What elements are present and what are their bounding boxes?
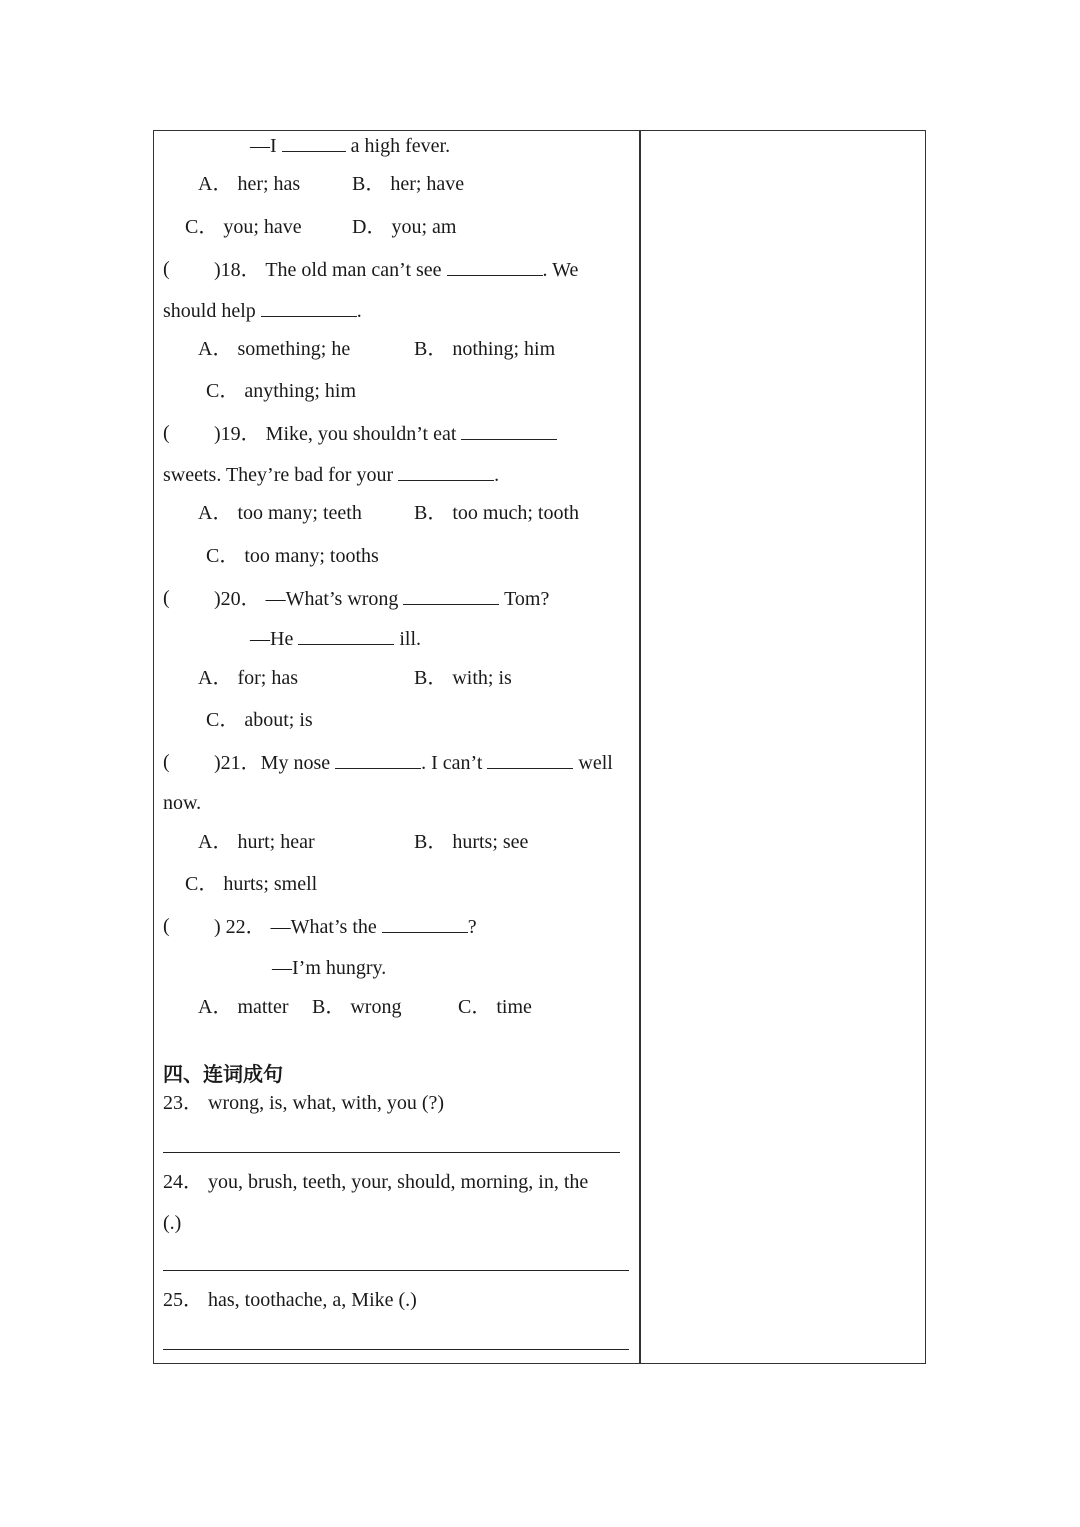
q21-option-c[interactable]: C． hurts; smell xyxy=(185,873,318,895)
q25-answer-line[interactable] xyxy=(163,1349,629,1350)
q20-option-c[interactable]: C． about; is xyxy=(206,709,313,731)
q18-option-a[interactable]: A． something; he xyxy=(198,338,351,360)
q20-option-b[interactable]: B． with; is xyxy=(414,667,512,689)
q22-stem-1: —What’s the xyxy=(270,916,377,938)
q18-answer-paren[interactable]: ( xyxy=(163,258,170,280)
q21-stem-2: . I can’t xyxy=(421,752,483,774)
q20-stem xyxy=(214,586,549,611)
q24-answer-line[interactable] xyxy=(163,1270,629,1271)
q23-answer-line[interactable] xyxy=(163,1152,620,1153)
q19-option-b[interactable]: B． too much; tooth xyxy=(414,502,579,524)
q22-answer-paren[interactable]: ( xyxy=(163,915,170,937)
q19-stem-line2 xyxy=(163,462,499,487)
q17-option-d[interactable]: D． you; am xyxy=(352,216,457,238)
q18-stem-line2 xyxy=(163,298,362,323)
q25-prompt: 25． has, toothache, a, Mike (.) xyxy=(163,1289,417,1311)
q21-option-a[interactable]: A． hurt; hear xyxy=(198,831,315,853)
q21-stem-1: My nose xyxy=(260,752,331,774)
q20-stem-1: —What’s wrong xyxy=(265,588,399,610)
q22-option-a[interactable]: A． matter xyxy=(198,996,289,1018)
q19-number: )19． xyxy=(214,423,261,445)
q17-reply-pre: —I xyxy=(250,135,277,157)
q20-number: )20． xyxy=(214,588,261,610)
q18-blank-2[interactable] xyxy=(261,298,357,317)
section-4-title: 四、连词成句 xyxy=(163,1062,283,1086)
q19-answer-paren[interactable]: ( xyxy=(163,422,170,444)
q22-stem-2: ? xyxy=(467,916,477,938)
q18-stem-4: . xyxy=(356,300,362,322)
q18-stem-3: should help xyxy=(163,300,256,322)
q17-blank[interactable] xyxy=(282,133,346,152)
q23-prompt: 23． wrong, is, what, with, you (?) xyxy=(163,1092,445,1114)
q21-stem xyxy=(214,750,613,775)
q22-option-c[interactable]: C． time xyxy=(458,996,532,1018)
q18-option-b[interactable]: B． nothing; him xyxy=(414,338,556,360)
q24-prompt: 24． you, brush, teeth, your, should, morning, in, the xyxy=(163,1171,589,1193)
q22-stem xyxy=(214,914,477,939)
q19-stem-1: Mike, you shouldn’t eat xyxy=(265,423,457,445)
q18-stem xyxy=(214,257,578,282)
q20-blank-1[interactable] xyxy=(403,586,499,605)
q17-option-a[interactable]: A． her; has xyxy=(198,173,301,195)
q22-blank[interactable] xyxy=(382,914,468,933)
q21-blank-1[interactable] xyxy=(335,750,421,769)
column-divider xyxy=(639,131,641,1363)
q17-option-c[interactable]: C． you; have xyxy=(185,216,302,238)
q21-blank-2[interactable] xyxy=(487,750,573,769)
q21-stem-4: now. xyxy=(163,792,202,814)
q20-blank-2[interactable] xyxy=(298,626,394,645)
q20-reply-post: ill. xyxy=(399,628,421,650)
q19-blank-2[interactable] xyxy=(398,462,494,481)
q20-stem-2: Tom? xyxy=(504,588,550,610)
q17-reply xyxy=(250,133,450,158)
q18-option-c[interactable]: C． anything; him xyxy=(206,380,356,402)
q22-reply: —I’m hungry. xyxy=(272,957,387,979)
q20-option-a[interactable]: A． for; has xyxy=(198,667,298,689)
q21-option-b[interactable]: B． hurts; see xyxy=(414,831,529,853)
q24-prompt-end: (.) xyxy=(163,1212,182,1234)
q18-blank-1[interactable] xyxy=(447,257,543,276)
q19-stem-3: . xyxy=(494,464,500,486)
q19-stem xyxy=(214,421,557,446)
q18-stem-1: The old man can’t see xyxy=(265,259,442,281)
q18-number: )18． xyxy=(214,259,261,281)
q21-answer-paren[interactable]: ( xyxy=(163,751,170,773)
q20-reply xyxy=(250,626,421,651)
q17-reply-post: a high fever. xyxy=(350,135,451,157)
q22-option-b[interactable]: B． wrong xyxy=(312,996,402,1018)
q19-stem-2: sweets. They’re bad for your xyxy=(163,464,394,486)
q19-option-a[interactable]: A． too many; teeth xyxy=(198,502,362,524)
q20-answer-paren[interactable]: ( xyxy=(163,587,170,609)
q21-stem-3: well xyxy=(578,752,613,774)
q22-number: ) 22． xyxy=(214,916,266,938)
q17-option-b[interactable]: B． her; have xyxy=(352,173,465,195)
q20-reply-pre: —He xyxy=(250,628,294,650)
q18-stem-2: . We xyxy=(542,259,579,281)
q19-option-c[interactable]: C． too many; tooths xyxy=(206,545,379,567)
q21-number: )21． xyxy=(214,752,261,774)
q19-blank-1[interactable] xyxy=(461,421,557,440)
